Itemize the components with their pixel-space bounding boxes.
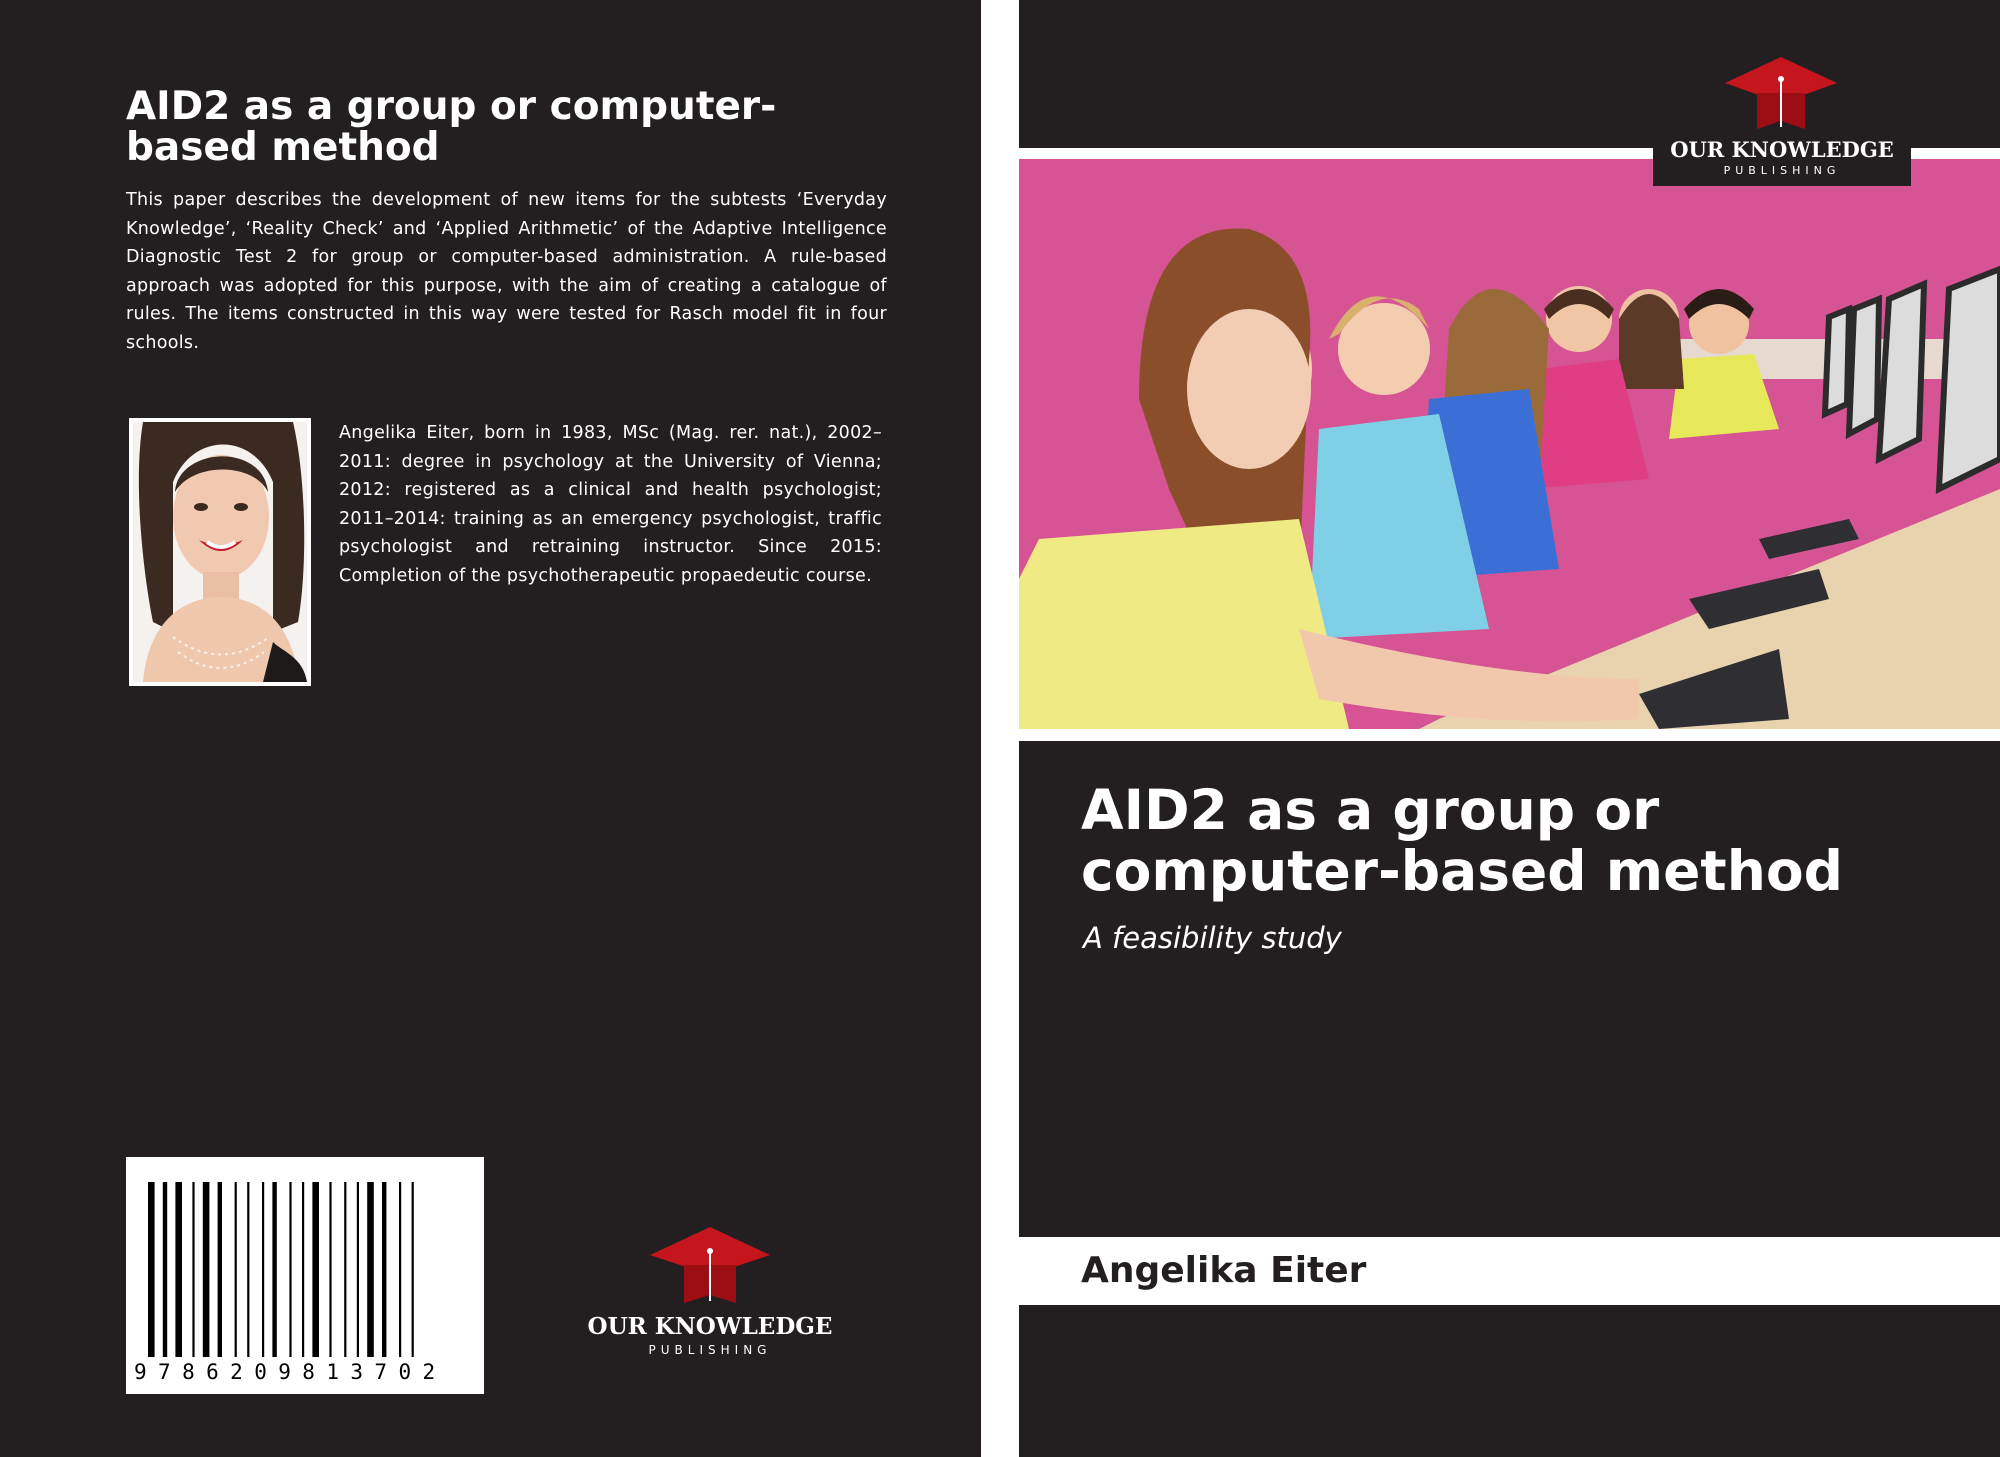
- graduation-cap-icon: [580, 1225, 840, 1305]
- author-photo: [129, 418, 311, 686]
- front-cover-subtitle: A feasibility study: [1083, 921, 1342, 955]
- publisher-name: OUR KNOWLEDGE: [587, 1313, 833, 1340]
- isbn-barcode: [126, 1157, 484, 1394]
- classroom-computers-image: [1019, 159, 2000, 729]
- author-bio: Angelika Eiter, born in 1983, MSc (Mag. rer. nat.), 2002–2011: degree in psychology at the University of Vienna; 2012: registered as a clinical and health psychologist; 2011–2014: training as an emergency psychologist, traffic psychologist and retraining instructor. Since 2015: Completion of the psychotherapeutic propaedeutic course.: [339, 423, 882, 586]
- spine: [981, 0, 1019, 1457]
- front-cover-title: AID2 as a group or computer-based method: [1081, 778, 1844, 903]
- publisher-name: OUR KNOWLEDGE: [1670, 137, 1894, 162]
- publisher-tagline: PUBLISHING: [648, 1343, 772, 1357]
- publisher-tagline: PUBLISHING: [1723, 164, 1841, 177]
- author-name: Angelika Eiter: [1081, 1250, 1367, 1291]
- publisher-logo-front: [1653, 0, 1911, 186]
- front-cover-bottom-band: [1019, 1305, 2000, 1457]
- back-cover-title: AID2 as a group or computer-based method: [126, 84, 777, 170]
- publisher-logo-back: [580, 1225, 840, 1355]
- cover-photo: [1019, 159, 2000, 729]
- barcode-bars: [126, 1157, 484, 1357]
- isbn-digits: 9786209813702: [134, 1360, 447, 1384]
- back-cover-blurb: This paper describes the development of new items for the subtests ‘Everyday Knowledge’, ‘Reality Check’ and ‘Applied Arithmetic’ of the Adaptive Intelligence Diagnostic Test 2 for group or computer-based administration. A rule-based approach was adopted for this purpose, with the aim of creating a catalogue of rules. The items constructed in this way were tested for Rasch model fit in four schools.: [126, 190, 887, 353]
- back-cover: [0, 0, 981, 1457]
- author-portrait-image: [133, 422, 307, 682]
